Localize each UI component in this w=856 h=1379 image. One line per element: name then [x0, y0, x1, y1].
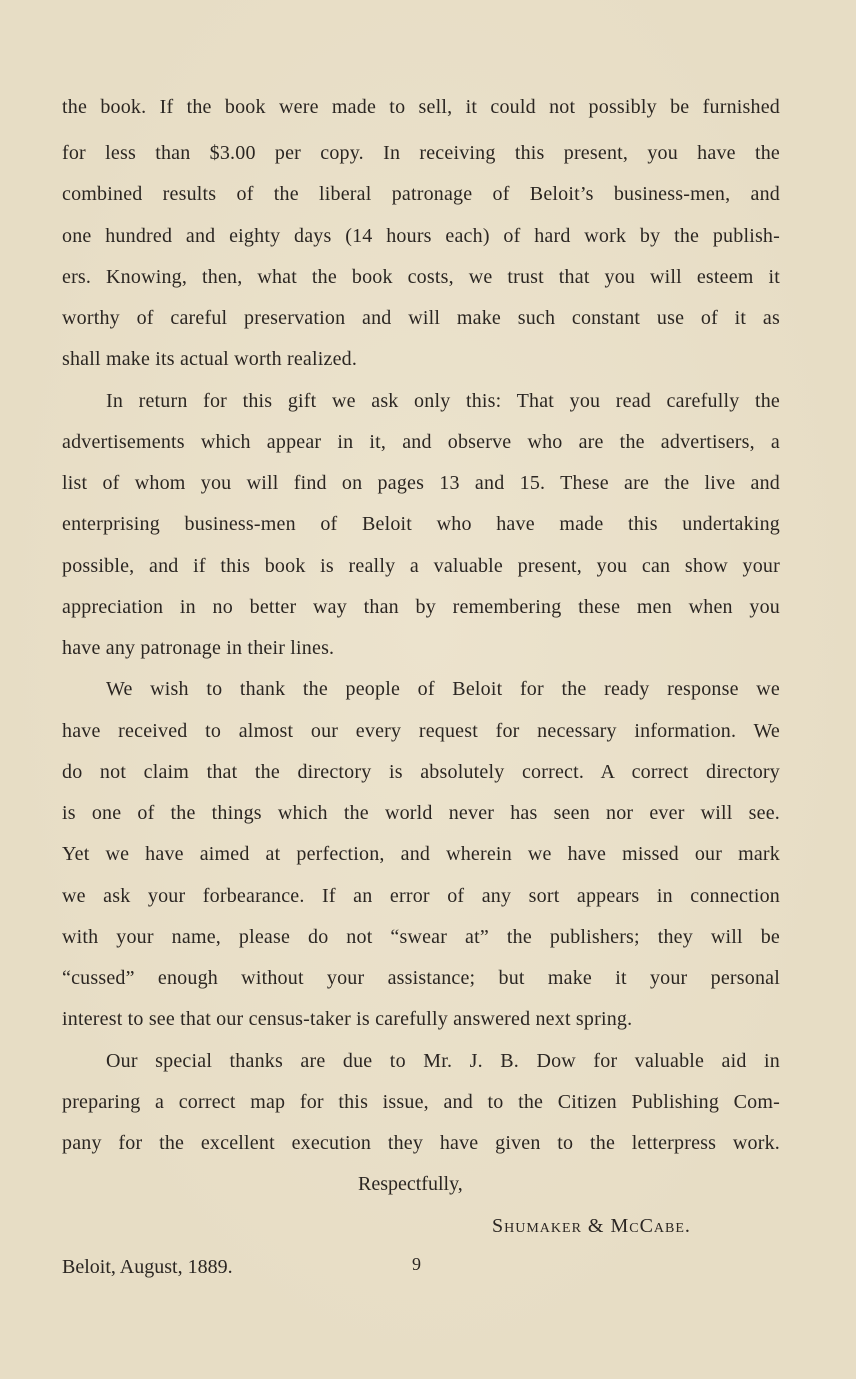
closing-salutation: Respectfully, [358, 1173, 463, 1195]
text-line: appreciation in no better way than by remembering these men when you [62, 596, 780, 618]
page-number: 9 [412, 1254, 421, 1274]
text-line: shall make its actual worth realized. [62, 348, 358, 370]
text-line: We wish to thank the people of Beloit for the ready response we [106, 678, 780, 700]
text-line: advertisements which appear in it, and observe who are the advertisers, a [62, 431, 780, 453]
text-line: interest to see that our census-taker is carefully answered next spring. [62, 1008, 633, 1030]
text-line: In return for this gift we ask only this: That you read carefully the [106, 390, 780, 412]
text-line: worthy of careful preservation and will make such constant use of it as [62, 307, 780, 329]
text-line: the book. If the book were made to sell, it could not possibly be furnished [62, 96, 780, 118]
text-line: pany for the excellent execution they have given to the letterpress work. [62, 1132, 780, 1154]
text-line: preparing a correct map for this issue, and to the Citizen Publishing Com- [62, 1091, 780, 1113]
text-line: Our special thanks are due to Mr. J. B. Dow for valuable aid in [106, 1050, 780, 1072]
text-line: combined results of the liberal patronage of Beloit’s business-men, and [62, 183, 780, 205]
signature: Shumaker & McCabe. [492, 1215, 691, 1237]
dateline: Beloit, August, 1889. [62, 1256, 233, 1278]
text-line: is one of the things which the world never has seen nor ever will see. [62, 802, 780, 824]
text-line: with your name, please do not “swear at” the publishers; they will be [62, 926, 780, 948]
text-line: have any patronage in their lines. [62, 637, 335, 659]
text-line: list of whom you will find on pages 13 and 15. These are the live and [62, 472, 780, 494]
text-line: we ask your forbearance. If an error of any sort appears in connection [62, 885, 780, 907]
text-line: for less than $3.00 per copy. In receiving this present, you have the [62, 142, 780, 164]
text-line: Yet we have aimed at perfection, and wherein we have missed our mark [62, 843, 780, 865]
text-line: “cussed” enough without your assistance; but make it your personal [62, 967, 780, 989]
text-line: one hundred and eighty days (14 hours each) of hard work by the publish- [62, 225, 780, 247]
text-line: possible, and if this book is really a valuable present, you can show your [62, 555, 780, 577]
text-line: ers. Knowing, then, what the book costs, we trust that you will esteem it [62, 266, 780, 288]
text-line: enterprising business-men of Beloit who have made this undertaking [62, 513, 780, 535]
text-line: do not claim that the directory is absolutely correct. A correct directory [62, 761, 780, 783]
text-line: have received to almost our every request for necessary information. We [62, 720, 780, 742]
